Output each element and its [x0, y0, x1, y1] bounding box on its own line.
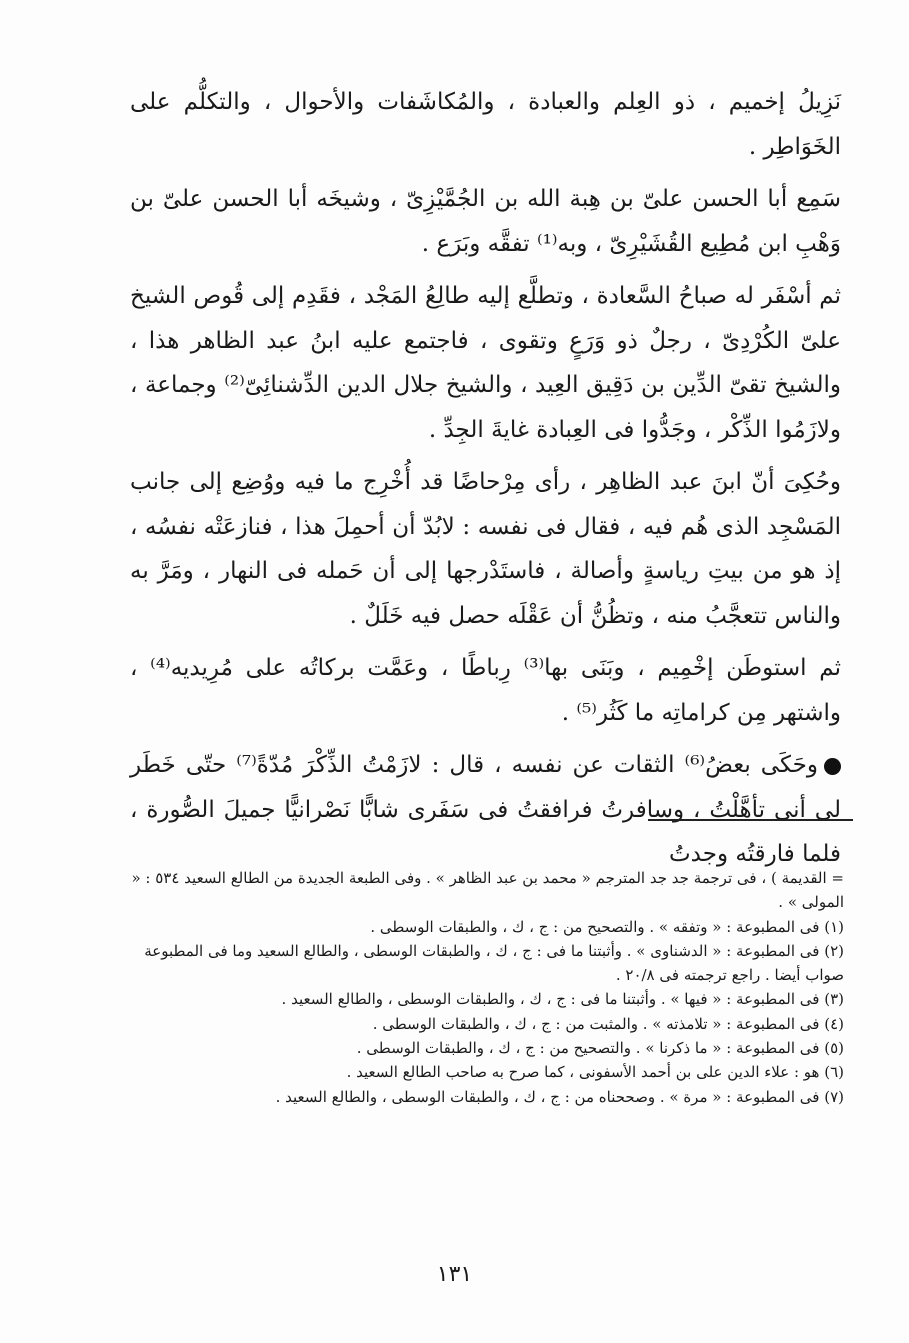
- footnote-2: (٢) فى المطبوعة : « الدشناوى » . وأثبتنا ما فى : ج ، ك ، والطبقات الوسطى ، والطالع السعيد وما فى المطبوعة صواب أيضا . راجع ترجمته فى ٢٠/٨ .: [144, 941, 844, 985]
- paragraph-6-text: وحَكَى بعضُ⁽⁶⁾ الثقات عن نفسه ، قال : لازَمْتُ الذِّكْرَ مُدّةً⁽⁷⁾ حتّى خَطَر لى أنى تأهَّلْتُ ، وسافرتُ فرافقتُ فى سَفَرى شابًّا نَصْرانيًّا جميلَ الصُّورة ، فلما فارقتُه وجدتُ: [130, 752, 841, 867]
- paragraph-3: ثم أسْفَر له صباحُ السَّعادة ، وتطلَّع إليه طالِعُ المَجْد ، فقَدِم إلى قُوص الشيخ علىّ الكُرْدِىّ ، رجلٌ ذو وَرَعٍ وتقوى ، فاجتمع عليه ابنُ عبد الظاهر هذا ، والشيخ تقىّ الدِّين بن دَقِيق العِيد ، والشيخ جلال الدين الدِّشنائِىّ⁽²⁾ وجماعة ، ولازَمُوا الذِّكْر ، وجَدُّوا فى العِبادة غايةَ الجِدِّ .: [130, 283, 841, 443]
- paragraph-1: نَزِيلُ إخميم ، ذو العِلم والعبادة ، والمُكاشَفات والأحوال ، والتكلُّم على الخَوَاطِر .: [130, 89, 841, 160]
- paragraph-4: وحُكِىَ أنّ ابنَ عبد الظاهِر ، رأى مِرْحاضًا قد أُخْرِج ما فيه ووُضِع إلى جانب المَسْجِد الذى هُم فيه ، فقال فى نفسه : لابُدّ أن أحمِلَ هذا ، فنازعَتْه نفسُه ، إذ هو من بيتِ رياسةٍ وأصالة ، فاستَدْرجها إلى أن حَمله فى النهار ، ومَرَّ به والناس تتعجَّبُ منه ، وتظُنُّ أن عَقْلَه حصل فيه خَلَلٌ .: [130, 469, 841, 629]
- paragraph-5: ثم استوطَن إخْمِيم ، وبَنَى بها⁽³⁾ رِباطًا ، وعَمَّت بركاتُه على مُرِيديه⁽⁴⁾ ، واشتهر مِن كراماتِه ما كَثُر⁽⁵⁾ .: [130, 655, 842, 726]
- footnote-continuation: = القديمة ) ، فى ترجمة جد جد المترجم « محمد بن عبد الظاهر » . وفى الطبعة الجديدة من الطالع السعيد ٥٣٤ : « المولى » .: [131, 869, 844, 912]
- main-text: [130, 80, 841, 885]
- page-number: ١٣١: [436, 1262, 473, 1287]
- footnote-5: (٥) فى المطبوعة : « ما ذكرنا » . والتصحيح من : ج ، ك ، والطبقات الوسطى .: [356, 1039, 844, 1058]
- footnote-4: (٤) فى المطبوعة : « تلامذته » . والمثبت من : ج ، ك ، والطبقات الوسطى .: [372, 1014, 844, 1033]
- footnote-3: (٣) فى المطبوعة : « فيها » . وأثبتنا ما فى : ج ، ك ، والطبقات الوسطى ، والطالع السعيد .: [281, 990, 844, 1009]
- bullet-marker: [824, 758, 841, 775]
- paragraph-6: [130, 743, 841, 877]
- footnote-divider: [648, 819, 853, 821]
- footnote-6: (٦) هو : علاء الدين على بن أحمد الأسفونى ، كما صرح به صاحب الطالع السعيد .: [346, 1063, 844, 1082]
- footnotes: [128, 866, 844, 1109]
- paragraph-2: سَمِع أبا الحسن علىّ بن هِبة الله بن الجُمَّيْزِىّ ، وشيخَه أبا الحسن علىّ بن وَهْبِ ابن مُطِيع القُشَيْرِىّ ، وبه⁽¹⁾ تفقَّه وبَرَع .: [130, 186, 841, 257]
- footnote-1: (١) فى المطبوعة : « وتفقه » . والتصحيح من : ج ، ك ، والطبقات الوسطى .: [370, 917, 844, 936]
- footnote-7: (٧) فى المطبوعة : « مرة » . وصححناه من : ج ، ك ، والطبقات الوسطى ، والطالع السعيد .: [275, 1087, 844, 1106]
